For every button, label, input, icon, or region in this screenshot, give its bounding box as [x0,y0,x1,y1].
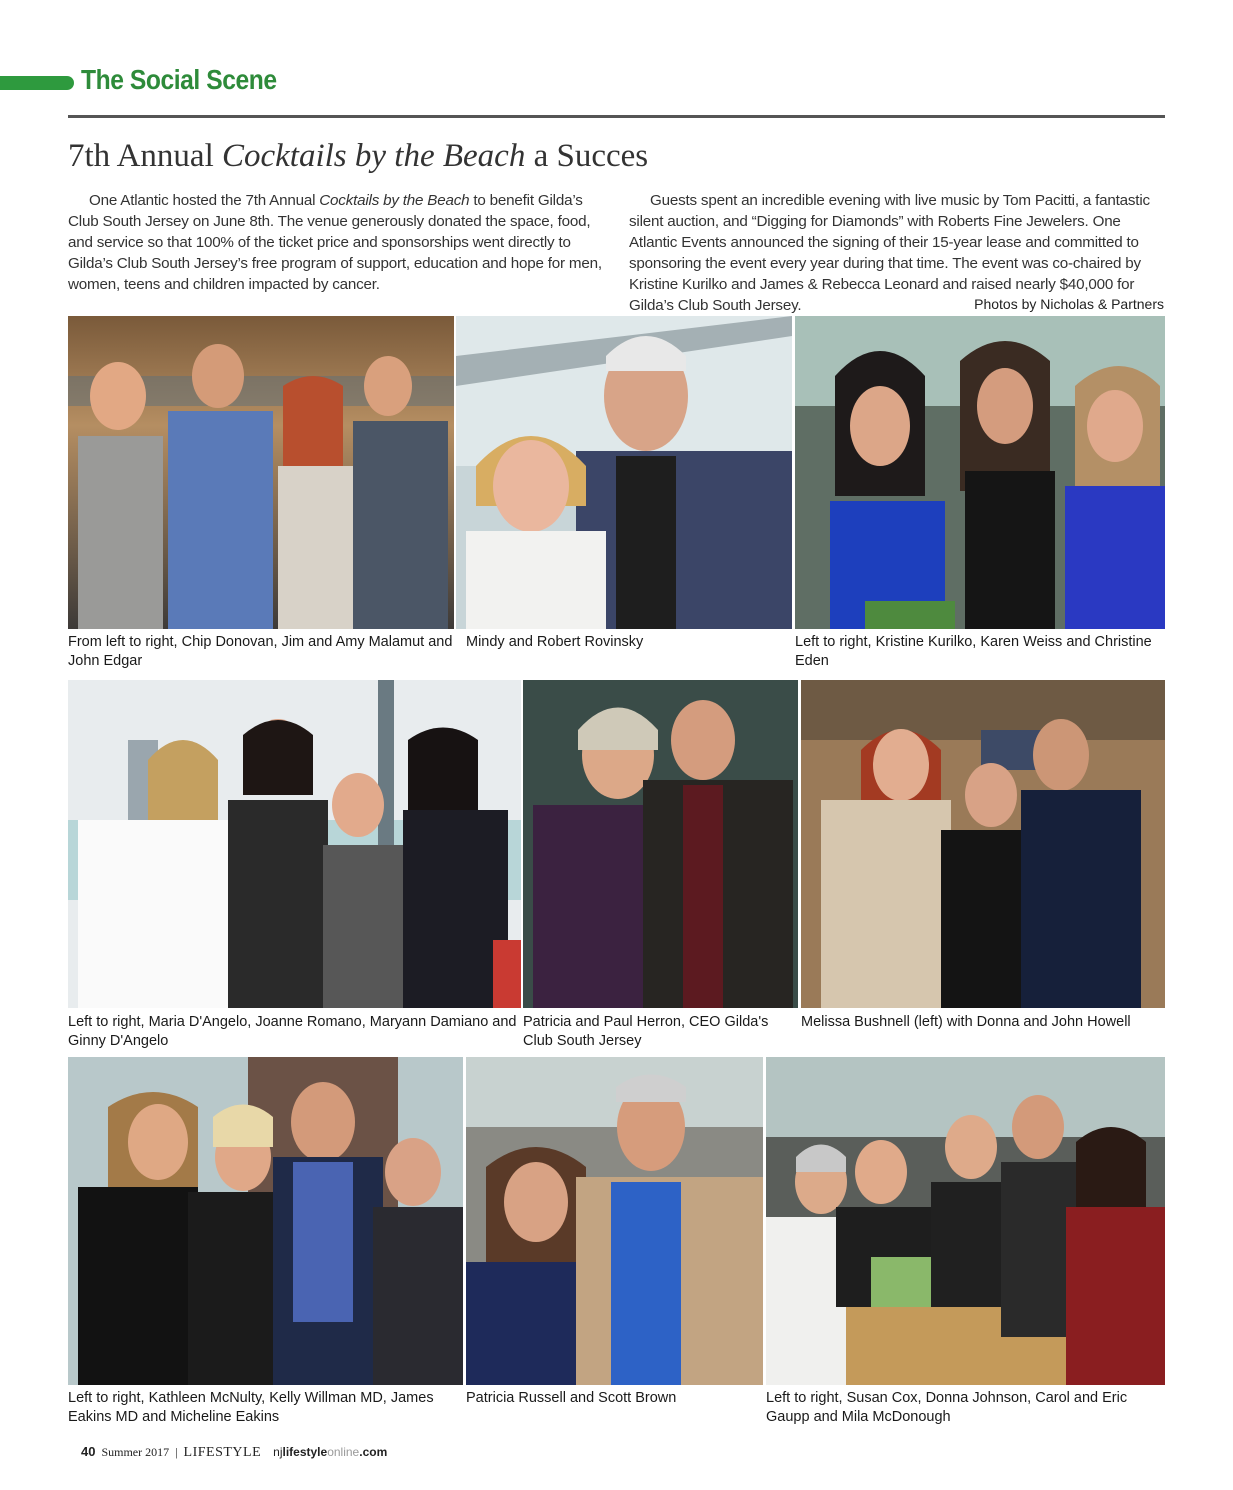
url-part: lifestyle [282,1445,328,1459]
url-part: .com [359,1445,388,1459]
photo-caption: Mindy and Robert Rovinsky [466,634,644,650]
photo-caption: From left to right, Chip Donovan, Jim and Amy Malamut and John Edgar [68,634,453,669]
event-photo [68,1057,463,1385]
article-headline [68,138,648,175]
issue-date: Summer 2017 [101,1445,170,1459]
magazine-name: LIFESTYLE [183,1445,262,1460]
event-photo [466,1057,763,1385]
magazine-url[interactable] [273,1445,387,1459]
headline-italic: Cocktails by the Beach [222,138,526,174]
url-part: online [327,1445,360,1459]
body-column-2: Guests spent an incredible evening with live music by Tom Pacitti, a fantastic silent auction, and “Digging for Diamonds” with Roberts Fine Jewelers. One Atlantic Events announced the signing of their 15-year lease and committed to sponsoring the event every year during that time. The event was co-chaired by Kristine Kurilko and James & Rebecca Leonard and raised nearly $40,000 for Gilda’s Club South Jersey. [629,192,1150,314]
photo-caption: Left to right, Kathleen McNulty, Kelly Willman MD, James Eakins MD and Micheline Eakins [68,1390,434,1425]
body-italic: Cocktails by the Beach [319,192,470,209]
photo-caption: Patricia Russell and Scott Brown [466,1390,677,1406]
event-photo [68,680,521,1008]
event-photo [456,316,792,629]
photo-caption: Melissa Bushnell (left) with Donna and John Howell [801,1014,1131,1030]
event-photo [523,680,798,1008]
page-number: 40 [81,1444,96,1459]
photo-caption: Left to right, Susan Cox, Donna Johnson, Carol and Eric Gaupp and Mila McDonough [766,1390,1128,1425]
section-tag: The Social Scene [81,64,277,95]
section-color-bar [0,76,74,90]
photo-caption: Left to right, Maria D'Angelo, Joanne Romano, Maryann Damiano and Ginny D'Angelo [68,1014,517,1049]
photo-caption: Left to right, Kristine Kurilko, Karen Weiss and Christine Eden [795,634,1152,669]
header-rule [68,115,1165,118]
url-part: nj [273,1445,283,1459]
body-text: to benefit Gilda’s Club South Jersey on June 8th. The venue generously donated the space, food, and service so that 100% of the ticket price and sponsorships went directly to Gilda’s Club South Jersey’s free program of support, education and hope for men, women, teens and children impacted by cancer. [68,192,602,293]
event-photo [801,680,1165,1008]
footer-separator: | [175,1445,178,1459]
event-photo [68,316,454,629]
photo-caption: Patricia and Paul Herron, CEO Gilda's Club South Jersey [523,1014,769,1049]
body-text: One Atlantic hosted the 7th Annual [89,192,320,209]
headline-part1: 7th Annual [68,138,222,174]
event-photo [795,316,1165,629]
page-footer [81,1444,387,1461]
event-photo [766,1057,1165,1385]
headline-part2: a Succes [525,138,649,174]
body-column-1 [68,190,608,295]
photo-credit: Photos by Nicholas & Partners [974,296,1164,312]
